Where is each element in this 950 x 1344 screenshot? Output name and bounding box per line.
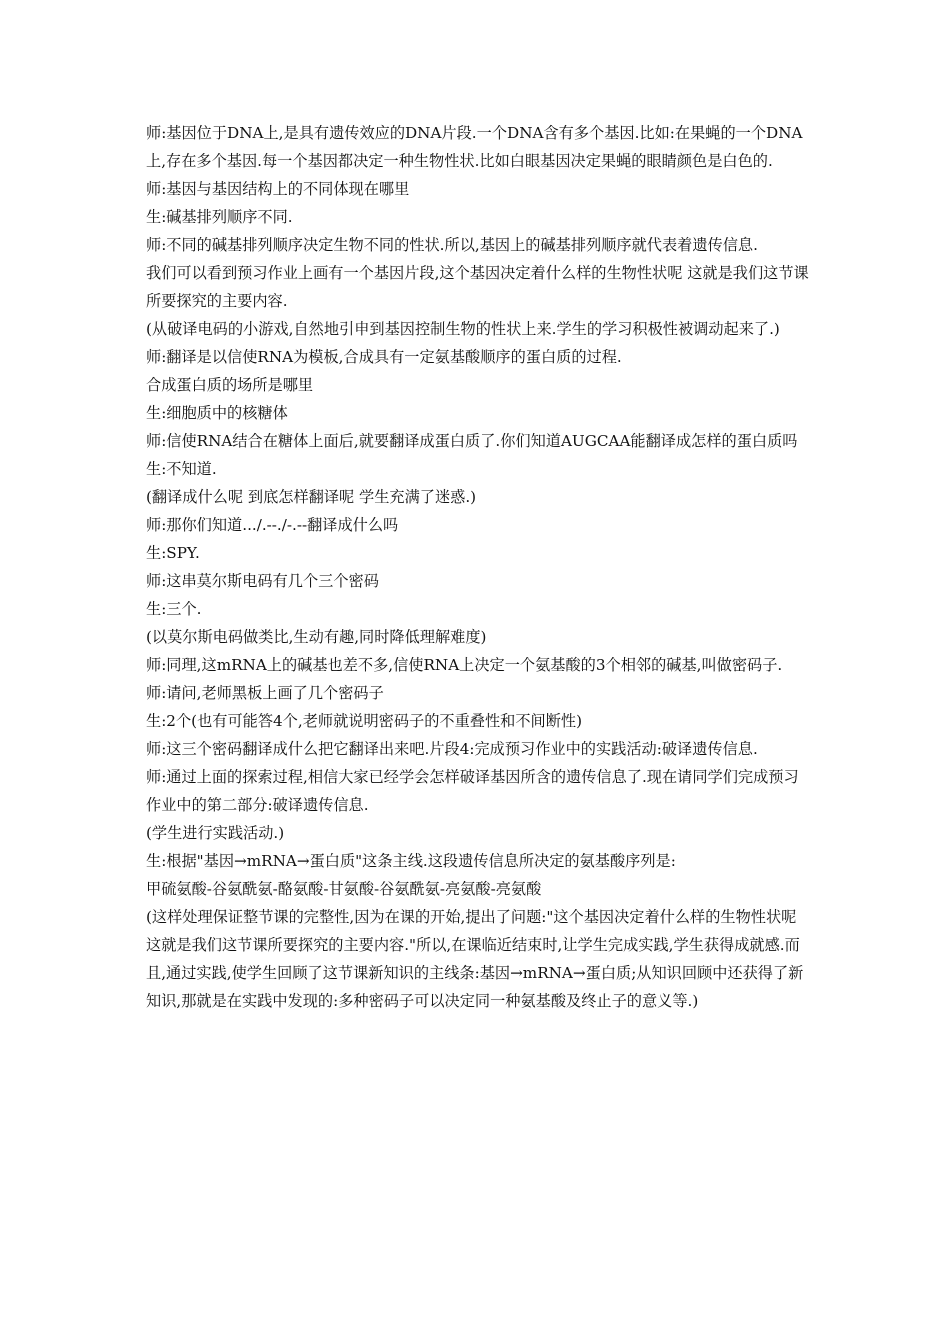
paragraph-9: 生:细胞质中的核糖体	[146, 404, 288, 422]
paragraph-8: 合成蛋白质的场所是哪里	[146, 376, 314, 394]
paragraph-6: (从破译电码的小游戏,自然地引申到基因控制生物的性状上来.学生的学习积极性被调动起来了.)	[146, 320, 780, 338]
paragraph-14: 生:SPY.	[146, 544, 200, 562]
paragraph-17: (以莫尔斯电码做类比,生动有趣,同时降低理解难度)	[146, 628, 487, 646]
paragraph-11: 生:不知道.	[146, 460, 217, 478]
paragraph-21: 师:这三个密码翻译成什么把它翻译出来吧.片段4:完成预习作业中的实践活动:破译遗传信息.	[146, 740, 758, 758]
paragraph-18: 师:同理,这mRNA上的碱基也差不多,信使RNA上决定一个氨基酸的3个相邻的碱基,叫做密码子.	[146, 656, 783, 674]
paragraph-2: 师:基因与基因结构上的不同体现在哪里	[146, 180, 410, 198]
paragraph-1: 师:基因位于DNA上,是具有遗传效应的DNA片段.一个DNA含有多个基因.比如:在果蝇的一个DNA上,存在多个基因.每一个基因都决定一种生物性状.比如白眼基因决定果蝇的眼睛颜色是白色的.	[146, 124, 803, 170]
paragraph-13: 师:那你们知道.../.--./-.--翻译成什么吗	[146, 516, 399, 534]
paragraph-15: 师:这串莫尔斯电码有几个三个密码	[146, 572, 379, 590]
paragraph-7: 师:翻译是以信使RNA为模板,合成具有一定氨基酸顺序的蛋白质的过程.	[146, 348, 622, 366]
paragraph-26: (这样处理保证整节课的完整性,因为在课的开始,提出了问题:"这个基因决定着什么样的生物性状呢 这就是我们这节课所要探究的主要内容."所以,在课临近结束时,让学生完成实践,学生获得成就感.而且,通过实践,使学生回顾了这节课新知识的主线条:基因→mRNA→蛋白质;从知识回顾中还获得了新知识,那就是在实践中发现的:多种密码子可以决定同一种氨基酸及终止子的意义等.)	[146, 908, 804, 1010]
paragraph-3: 生:碱基排列顺序不同.	[146, 208, 293, 226]
paragraph-25: 甲硫氨酸-谷氨酰氨-酪氨酸-甘氨酸-谷氨酰氨-亮氨酸-亮氨酸	[146, 880, 542, 898]
paragraph-24: 生:根据"基因→mRNA→蛋白质"这条主线.这段遗传信息所决定的氨基酸序列是:	[146, 852, 676, 870]
paragraph-5: 我们可以看到预习作业上画有一个基因片段,这个基因决定着什么样的生物性状呢 这就是我们这节课所要探究的主要内容.	[146, 264, 809, 310]
paragraph-20: 生:2个(也有可能答4个,老师就说明密码子的不重叠性和不间断性)	[146, 712, 582, 730]
paragraph-19: 师:请问,老师黑板上画了几个密码子	[146, 684, 384, 702]
paragraph-23: (学生进行实践活动.)	[146, 824, 285, 842]
paragraph-22: 师:通过上面的探索过程,相信大家已经学会怎样破译基因所含的遗传信息了.现在请同学们完成预习作业中的第二部分:破译遗传信息.	[146, 768, 799, 814]
document-body	[146, 119, 810, 1015]
paragraph-16: 生:三个.	[146, 600, 202, 618]
paragraph-10: 师:信使RNA结合在糖体上面后,就要翻译成蛋白质了.你们知道AUGCAA能翻译成怎样的蛋白质吗	[146, 432, 798, 450]
paragraph-4: 师:不同的碱基排列顺序决定生物不同的性状.所以,基因上的碱基排列顺序就代表着遗传信息.	[146, 236, 758, 254]
paragraph-12: (翻译成什么呢 到底怎样翻译呢 学生充满了迷惑.)	[146, 488, 477, 506]
